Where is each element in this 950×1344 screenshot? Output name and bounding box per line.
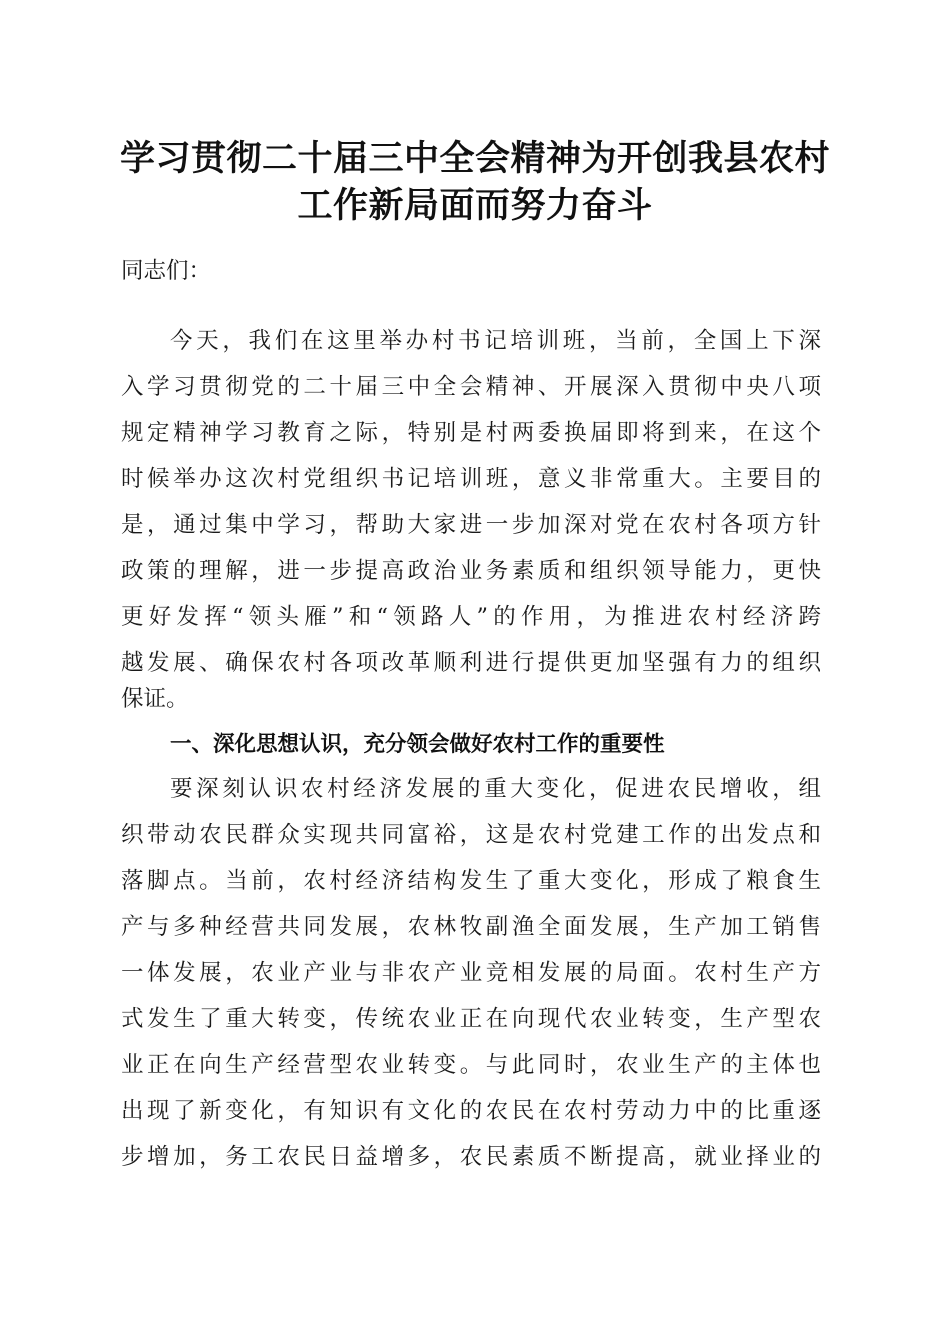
document-title-line-2: 工作新局面而努力奋斗 [297, 185, 653, 226]
paragraph-1-line: 入学习贯彻党的二十届三中全会精神、开展深入贯彻中央八项 [121, 374, 821, 400]
paragraph-2-line: 一体发展，农业产业与非农产业竞相发展的局面。农村生产方 [121, 960, 821, 986]
paragraph-1-line: 时候举办这次村党组织书记培训班，意义非常重大。主要目的 [121, 466, 821, 492]
section-1-heading: 一、深化思想认识，充分领会做好农村工作的重要性 [170, 732, 665, 757]
paragraph-2-line: 出现了新变化，有知识有文化的农民在农村劳动力中的比重逐 [121, 1098, 821, 1124]
paragraph-1-line: 规定精神学习教育之际，特别是村两委换届即将到来，在这个 [121, 420, 821, 446]
paragraph-2-line: 式发生了重大转变，传统农业正在向现代农业转变，生产型农 [121, 1006, 821, 1032]
paragraph-2-line: 落脚点。当前，农村经济结构发生了重大变化，形成了粮食生 [121, 868, 821, 894]
document-title-line-1: 学习贯彻二十届三中全会精神为开创我县农村 [119, 138, 830, 179]
paragraph-1-line: 是，通过集中学习，帮助大家进一步加深对党在农村各项方针 [121, 512, 821, 538]
paragraph-2-line: 业正在向生产经营型农业转变。与此同时，农业生产的主体也 [121, 1052, 821, 1078]
paragraph-2-line: 织带动农民群众实现共同富裕，这是农村党建工作的出发点和 [121, 822, 821, 848]
paragraph-2-line: 步增加，务工农民日益增多，农民素质不断提高，就业择业的 [121, 1144, 821, 1170]
paragraph-1-line: 保证。 [121, 686, 189, 712]
paragraph-2-line: 要深刻认识农村经济发展的重大变化，促进农民增收，组 [170, 776, 821, 802]
paragraph-1-line: 政策的理解，进一步提高政治业务素质和组织领导能力，更快 [121, 558, 821, 584]
salutation: 同志们： [121, 258, 212, 284]
paragraph-2-line: 产与多种经营共同发展，农林牧副渔全面发展，生产加工销售 [121, 914, 821, 940]
paragraph-1-line: 更好发挥“领头雁”和“领路人”的作用，为推进农村经济跨 [121, 604, 821, 630]
paragraph-1-line: 越发展、确保农村各项改革顺利进行提供更加坚强有力的组织 [121, 650, 821, 676]
paragraph-1-line: 今天，我们在这里举办村书记培训班，当前，全国上下深 [170, 328, 821, 354]
